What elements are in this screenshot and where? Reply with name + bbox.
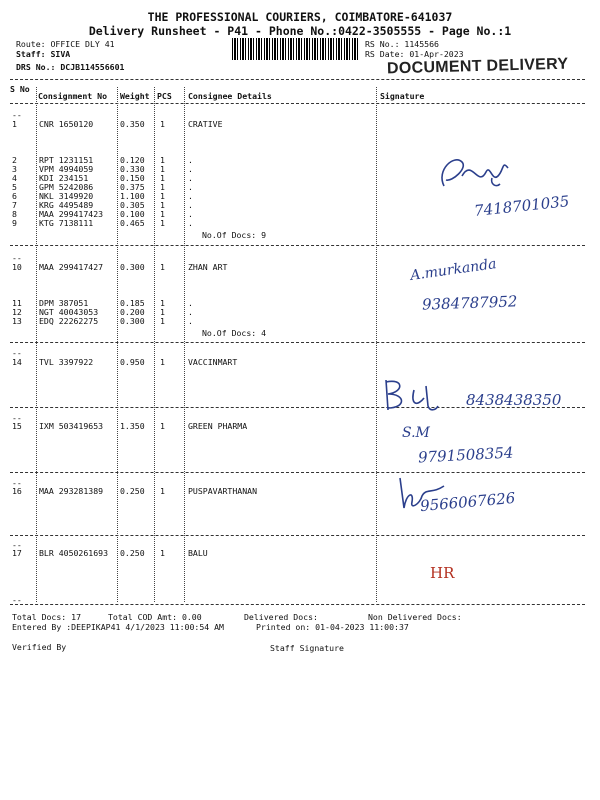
row-pcs: 1 [160,357,165,367]
row-weight: 0.330 [120,164,145,174]
handwritten-signature-1 [432,148,522,197]
row-consignee: . [188,200,193,210]
row-weight: 0.305 [120,200,145,210]
row-sno: 17 [12,548,22,558]
handwritten-phone: 9566067626 [419,488,517,516]
row-consignment: RPT 1231151 [39,155,94,165]
row-weight: 0.300 [120,262,145,272]
handwritten-signature-3 [380,376,460,420]
row-consignment: VPM 4994059 [39,164,94,174]
row-pcs: 1 [160,298,165,308]
staff-signature: Staff Signature [270,643,344,653]
divider [184,87,185,602]
row-pcs: 1 [160,200,165,210]
row-sno: 10 [12,262,22,272]
row-consignee: . [188,191,193,201]
row-consignment: MAA 299417423 [39,209,104,219]
row-sno: 8 [12,209,17,219]
row-marker: -- [12,540,22,550]
row-consignment: EDQ 22262275 [39,316,99,326]
row-sno: 15 [12,421,22,431]
row-consignment: IXM 503419653 [39,421,104,431]
row-consignee: CRATIVE [188,119,223,129]
document-delivery-stamp: DOCUMENT DELIVERY [386,55,569,78]
handwritten-phone: 7418701035 [473,192,571,220]
col-signature: Signature [380,91,425,101]
barcode [232,38,360,60]
col-pcs: PCS [157,91,172,101]
row-pcs: 1 [160,262,165,272]
row-marker: -- [12,595,22,605]
divider [376,87,377,602]
row-pcs: 1 [160,164,165,174]
non-delivered-docs: Non Delivered Docs: [368,612,462,622]
row-marker: -- [12,478,22,488]
row-pcs: 1 [160,548,165,558]
group-rule [10,472,585,473]
row-pcs: 1 [160,218,165,228]
row-consignee: ZHAN ART [188,262,228,272]
row-sno: 14 [12,357,22,367]
row-pcs: 1 [160,182,165,192]
rs-number: RS No.: 1145566 [365,39,439,49]
group-rule [10,342,585,343]
rs-date: RS Date: 01-Apr-2023 [365,49,464,59]
company-title: THE PROFESSIONAL COURIERS, COIMBATORE-641037 [147,10,453,24]
row-consignment: CNR 1650120 [39,119,94,129]
header-top-rule [10,79,585,80]
row-weight: 0.150 [120,173,145,183]
row-weight: 0.185 [120,298,145,308]
row-consignment: KRG 4495489 [39,200,94,210]
row-consignee: . [188,209,193,219]
row-consignee: BALU [188,548,208,558]
row-pcs: 1 [160,307,165,317]
row-consignment: KDI 234151 [39,173,89,183]
row-consignee: . [188,182,193,192]
total-docs: Total Docs: 17 [12,612,82,622]
row-consignment: TVL 3397922 [39,357,94,367]
delivered-docs: Delivered Docs: [244,612,318,622]
handwritten-initials: S.M [402,425,430,441]
row-pcs: 1 [160,486,165,496]
row-consignee: . [188,316,193,326]
row-pcs: 1 [160,421,165,431]
col-consignee: Consignee Details [188,91,272,101]
row-pcs: 1 [160,173,165,183]
group-rule [10,245,585,246]
row-weight: 0.100 [120,209,145,219]
row-consignment: MAA 293281389 [39,486,104,496]
row-marker: -- [12,413,22,423]
runsheet-subtitle: Delivery Runsheet - P41 - Phone No.:0422-3505555 - Page No.:1 [88,24,512,38]
row-sno: 13 [12,316,22,326]
row-marker: -- [12,253,22,263]
row-consignment: BLR 4050261693 [39,548,109,558]
docs-count-note: No.Of Docs: 4 [202,328,267,338]
entered-by: Entered By :DEEPIKAP41 4/1/2023 11:00:54 AM [12,622,224,632]
row-weight: 0.465 [120,218,145,228]
row-weight: 1.350 [120,421,145,431]
col-consignment: Consignment No [38,91,108,101]
row-weight: 0.200 [120,307,145,317]
handwritten-phone: 9384787952 [421,292,518,314]
drs-number: DRS No.: DCJB114556601 [16,62,125,72]
row-consignee: . [188,218,193,228]
row-sno: 7 [12,200,17,210]
handwritten-mark: HR [430,564,455,582]
row-sno: 6 [12,191,17,201]
row-sno: 16 [12,486,22,496]
row-pcs: 1 [160,155,165,165]
verified-by: Verified By [12,642,67,652]
row-consignee: GREEN PHARMA [188,421,248,431]
row-weight: 0.250 [120,548,145,558]
row-weight: 0.950 [120,357,145,367]
row-consignee: PUSPAVARTHANAN [188,486,258,496]
row-pcs: 1 [160,316,165,326]
handwritten-phone: 9791508354 [417,443,514,467]
table-bottom-rule [10,604,585,605]
row-marker: -- [12,348,22,358]
printed-on: Printed on: 01-04-2023 11:00:37 [256,622,409,632]
row-sno: 11 [12,298,22,308]
row-consignment: GPM 5242086 [39,182,94,192]
row-consignment: NGT 40043053 [39,307,99,317]
row-pcs: 1 [160,119,165,129]
row-sno: 9 [12,218,17,228]
divider [117,87,118,602]
route-label: Route: OFFICE DLY 41 [16,39,115,49]
row-consignment: MAA 299417427 [39,262,104,272]
group-rule [10,535,585,536]
divider [36,87,37,602]
row-marker: -- [12,110,22,120]
handwritten-phone: 8438438350 [466,391,562,409]
header-bottom-rule [10,103,585,104]
col-weight: Weight [120,91,150,101]
staff-label: Staff: SIVA [16,49,71,59]
row-sno: 1 [12,119,17,129]
row-consignment: NKL 3149920 [39,191,94,201]
row-weight: 0.250 [120,486,145,496]
row-weight: 0.375 [120,182,145,192]
handwritten-name: A.murkanda [409,256,498,284]
row-consignee: . [188,173,193,183]
row-sno: 12 [12,307,22,317]
row-consignee: . [188,298,193,308]
row-sno: 5 [12,182,17,192]
row-consignment: DPM 387051 [39,298,89,308]
row-pcs: 1 [160,191,165,201]
row-sno: 2 [12,155,17,165]
row-pcs: 1 [160,209,165,219]
row-weight: 0.120 [120,155,145,165]
row-consignee: . [188,164,193,174]
row-consignee: VACCINMART [188,357,238,367]
row-weight: 0.300 [120,316,145,326]
row-weight: 1.100 [120,191,145,201]
row-consignee: . [188,155,193,165]
row-weight: 0.350 [120,119,145,129]
row-consignee: . [188,307,193,317]
row-sno: 4 [12,173,17,183]
row-consignment: KTG 7138111 [39,218,94,228]
docs-count-note: No.Of Docs: 9 [202,230,267,240]
row-sno: 3 [12,164,17,174]
total-cod: Total COD Amt: 0.00 [108,612,202,622]
col-label-sno: S No [10,84,30,94]
divider [154,87,155,602]
